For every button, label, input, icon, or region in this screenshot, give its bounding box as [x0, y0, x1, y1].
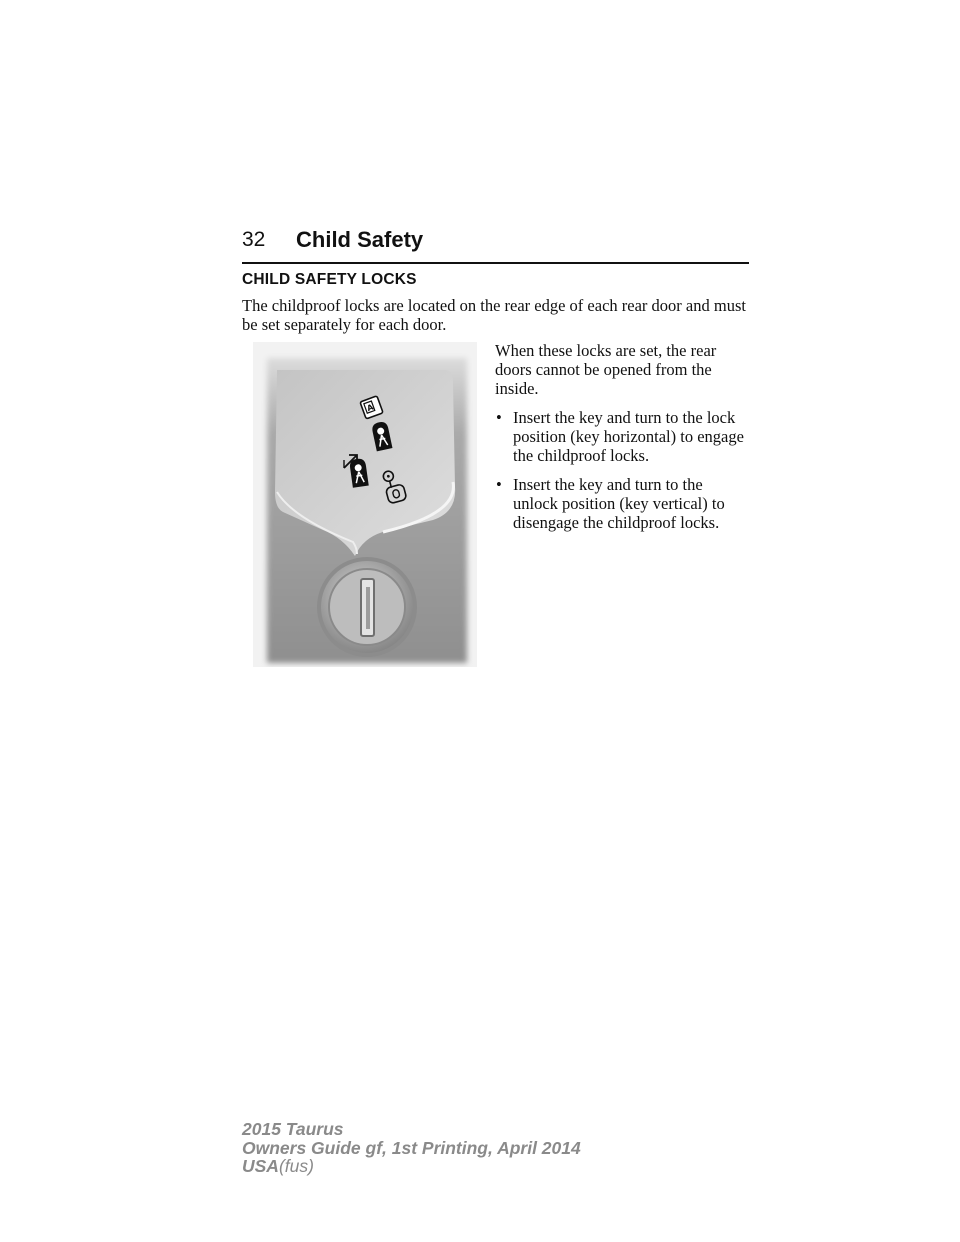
chapter-title: Child Safety [296, 227, 424, 252]
page-number: 32 [242, 228, 266, 251]
footer-market-code: USA [242, 1156, 279, 1176]
bullet-text: Insert the key and turn to the lock position (key horizontal) to engage the childproof locks. [513, 408, 744, 465]
instructions-column [495, 341, 750, 542]
intro-paragraph: The childproof locks are located on the rear edge of each rear door and must be set separately for each door. [242, 296, 746, 334]
page-header [242, 228, 749, 264]
list-item [495, 408, 750, 465]
child-lock-figure [253, 342, 477, 667]
lead-paragraph: When these locks are set, the rear doors cannot be opened from the inside. [495, 341, 717, 398]
bullet-text: Insert the key and turn to the unlock position (key vertical) to disengage the childproof locks. [513, 475, 725, 532]
footer-edition: Owners Guide gf, 1st Printing, April 2014 [242, 1137, 581, 1158]
footer-model: 2015 Taurus [242, 1119, 344, 1139]
lock-cylinder [317, 557, 417, 657]
bullet-icon: • [496, 408, 502, 427]
page-footer [242, 1120, 581, 1176]
section-title: CHILD SAFETY LOCKS [242, 271, 417, 288]
svg-text:A: A [365, 402, 375, 414]
bullet-icon: • [496, 475, 502, 494]
footer-market [242, 1157, 581, 1176]
list-item [495, 475, 750, 532]
footer-market-suffix: (fus) [278, 1156, 314, 1176]
door-edge-illustration [253, 342, 477, 667]
